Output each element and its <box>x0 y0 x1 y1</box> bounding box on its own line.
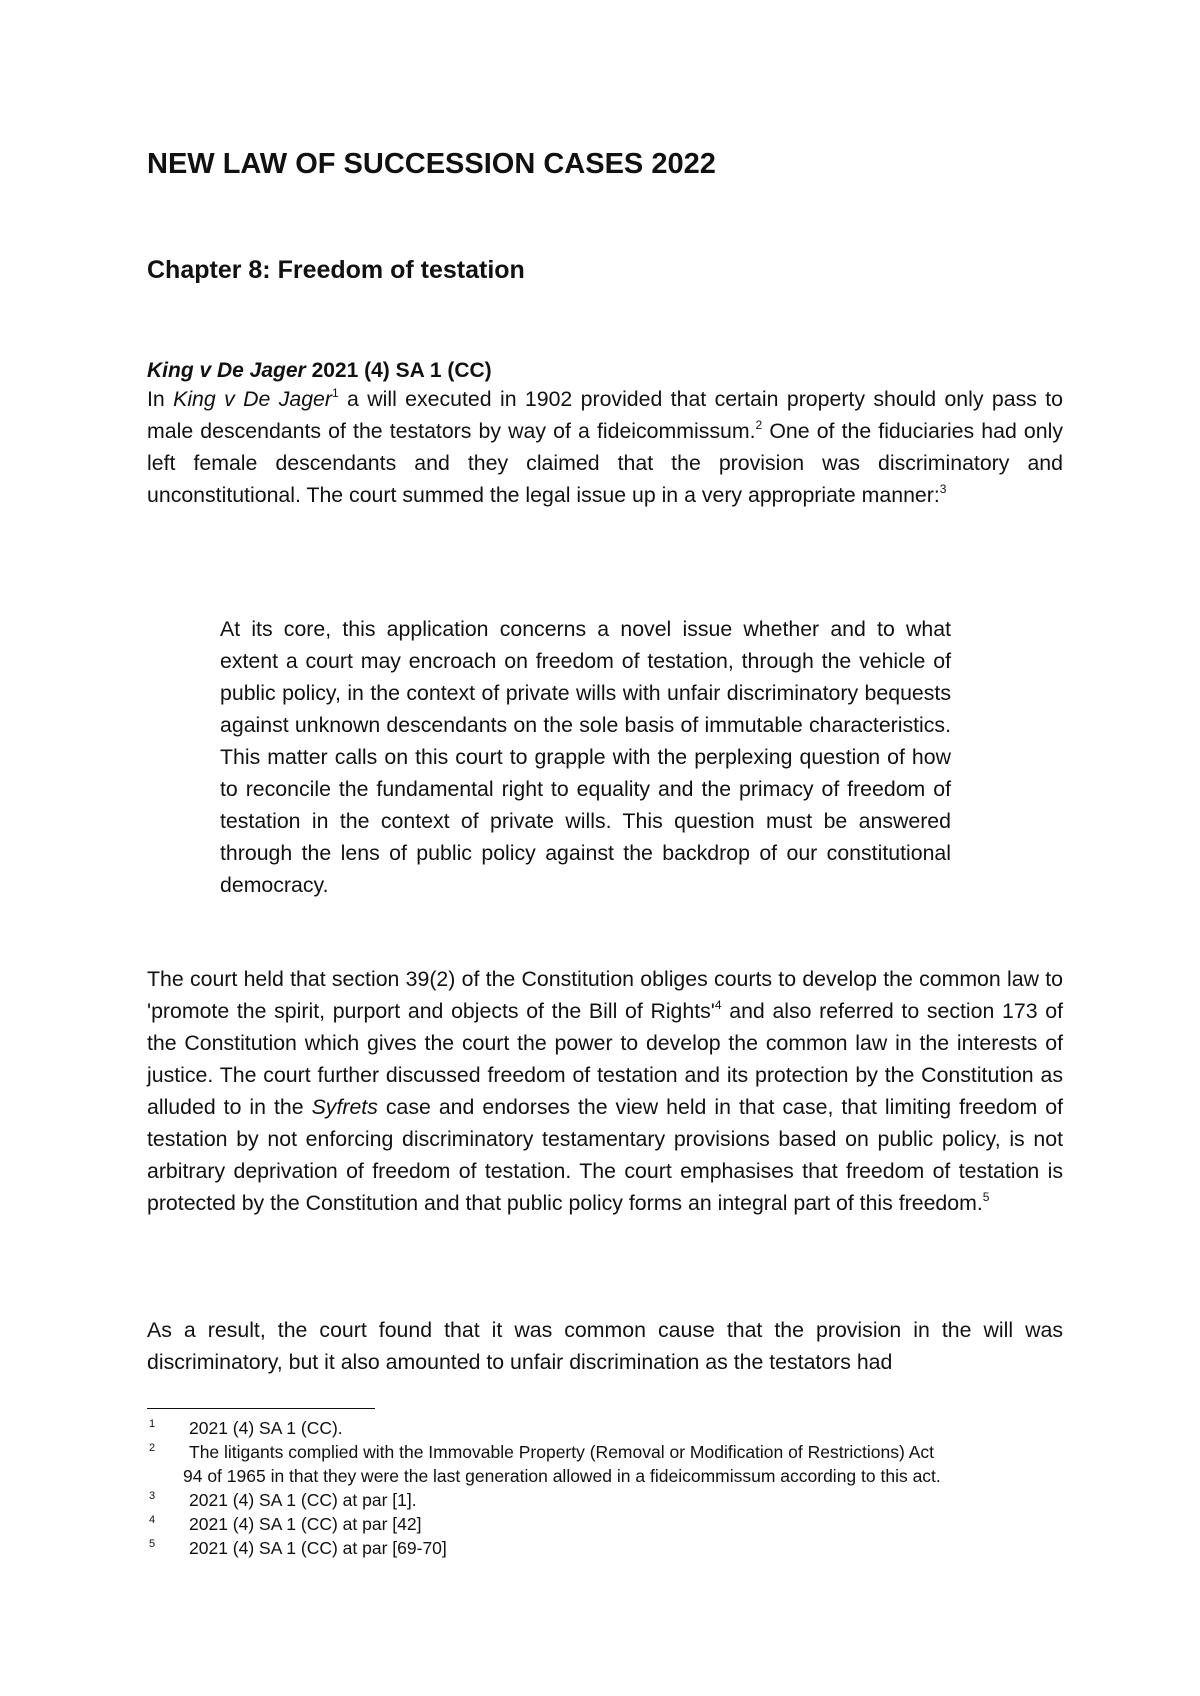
footnote-3 <box>147 1488 1067 1512</box>
footnote-number: 5 <box>149 1538 156 1550</box>
paragraph-text: case and endorses the view held in that case, that limiting freedom of testation by not enforcing discriminatory testamentary provisions based on public policy, is not arbitrary deprivation of freedom of testation. The court emphasises that freedom of testation is protected by the Constitution and that public policy forms an integral part of this freedom. <box>147 1095 1064 1215</box>
footnote-number: 1 <box>149 1418 156 1430</box>
footnote-reference[interactable]: 2 <box>755 418 763 432</box>
case-citation: 2021 (4) SA 1 (CC) <box>305 359 492 382</box>
footnotes <box>147 1416 1067 1560</box>
footnote-text: 2021 (4) SA 1 (CC) at par [1]. <box>189 1490 417 1510</box>
chapter-heading: Chapter 8: Freedom of testation <box>147 256 525 284</box>
paragraph-text: The court held that section 39(2) of the Constitution obliges courts to develop the common law to 'promote the spirit, purport and objects of the Bill of Rights' <box>147 967 1063 1023</box>
paragraph-text: and also referred to section 173 of the Constitution which gives the court the power to develop the common law in the interests of justice. The court further discussed freedom of testation and its protection by the Constitution as alluded to in the <box>147 999 1063 1119</box>
block-quote: At its core, this application concerns a novel issue whether and to what extent a court may encroach on freedom of testation, through the vehicle of public policy, in the context of private wills with unfair discriminatory bequests against unknown descendants on the sole basis of immutable characteristics. This matter calls on this court to grapple with the perplexing question of how to reconcile the fundamental right to equality and the primacy of freedom of testation in the context of private wills. This question must be answered through the lens of public policy against the backdrop of our constitutional democracy. <box>220 617 951 897</box>
footnote-text: 2021 (4) SA 1 (CC) at par [42] <box>189 1514 422 1534</box>
paragraph-intro <box>147 383 1063 511</box>
paragraph-text: a will executed in 1902 provided that certain property should only pass to male descendants of the testators by way of a fideicommissum. <box>147 387 1063 443</box>
footnote-4 <box>147 1512 1067 1536</box>
footnote-1 <box>147 1416 1067 1440</box>
footnote-5 <box>147 1536 1067 1560</box>
footnote-text-continued: 94 of 1965 in that they were the last generation allowed in a fideicommissum according to this act. <box>183 1466 941 1486</box>
footnote-text: 2021 (4) SA 1 (CC). <box>189 1418 343 1438</box>
case-heading <box>147 359 492 383</box>
case-name: Syfrets <box>311 1095 378 1119</box>
case-name: King v De Jager <box>147 359 306 382</box>
footnote-separator <box>147 1408 375 1409</box>
footnote-2 <box>147 1440 1067 1488</box>
paragraph-text: One of the fiduciaries had only left female descendants and they claimed that the provision was discriminatory and unconstitutional. The court summed the legal issue up in a very appropriate manner: <box>147 419 1063 507</box>
footnote-reference[interactable]: 1 <box>331 386 339 400</box>
footnote-text: The litigants complied with the Immovable Property (Removal or Modification of Restrictions) Act <box>189 1442 935 1462</box>
document-title: NEW LAW OF SUCCESSION CASES 2022 <box>147 148 716 180</box>
paragraph-text: In <box>147 387 174 411</box>
footnote-number: 2 <box>149 1442 156 1454</box>
paragraph-holding <box>147 963 1063 1219</box>
footnote-reference[interactable]: 4 <box>714 998 722 1012</box>
footnote-text: 2021 (4) SA 1 (CC) at par [69-70] <box>189 1538 447 1558</box>
footnote-reference[interactable]: 3 <box>939 482 947 496</box>
footnote-number: 4 <box>149 1514 156 1526</box>
case-name: King v De Jager <box>173 387 332 411</box>
footnote-number: 3 <box>149 1490 156 1502</box>
paragraph-result: As a result, the court found that it was common cause that the provision in the will was discriminatory, but it also amounted to unfair discrimination as the testators had <box>147 1318 1063 1374</box>
footnote-reference[interactable]: 5 <box>982 1190 990 1204</box>
